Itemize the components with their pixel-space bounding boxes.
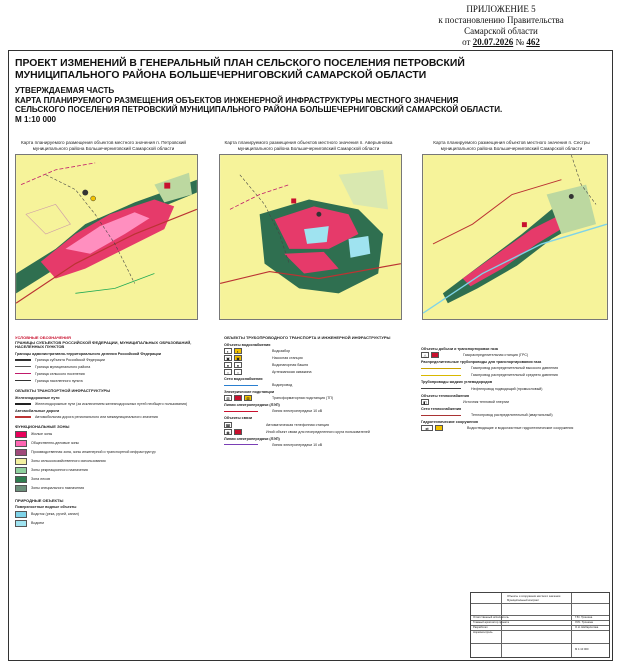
map3-title-line2: муниципального района Большечерниговский Самарской области (440, 145, 583, 151)
map-sestry (422, 154, 608, 320)
map-petrovsky-canvas (16, 155, 197, 319)
hydro-icon: ⇄ (421, 425, 433, 431)
map-title-petrovsky (11, 140, 196, 151)
legend-zone-agri-label: Зоны сельскохозяйственного использования (31, 459, 106, 464)
legend-grs-label: Газораспределительная станция (ГРС) (463, 353, 529, 358)
water-tower-plan-icon: ● (234, 362, 242, 368)
stamp-name2: Л.Ю. Трошина (575, 621, 593, 624)
legend-substation (224, 395, 404, 401)
legend-power-line-2 (224, 442, 404, 448)
substation-icon: ⊠ (224, 395, 232, 401)
legend-pipeline-heading: ОБЪЕКТЫ ТРУБОПРОВОДНОГО ТРАНСПОРТА И ИНЖЕНЕРНОЙ ИНФРАСТРУКТУРЫ (224, 335, 391, 340)
legend-waterbody (15, 519, 205, 527)
legend-zone-public (15, 440, 205, 448)
appendix-date-line (401, 37, 601, 48)
comm-plan-icon (234, 429, 242, 435)
legend-heat-sub: Объекты теплоснабжения (421, 393, 470, 398)
map-title-sestry (419, 140, 604, 151)
map2-title-line1: Карта планируемого размещения объектов местного значения п. Аверьяновка (224, 140, 393, 145)
legend-gas-high-label: Газопровод распределительный высокого давления (471, 366, 559, 371)
map-petrovsky (15, 154, 198, 320)
legend-border-locality-label: Граница населенного пункта (35, 378, 83, 383)
grs-plan-icon (431, 352, 439, 358)
pump-icon: ▣ (224, 355, 232, 361)
map1-title-line1: Карта планируемого размещения объектов местного значения п. Петровский (21, 140, 186, 145)
appendix-date: 20.07.2026 (472, 37, 514, 47)
map-averyanovka-canvas (220, 155, 401, 319)
legend-hydro-label: Водоотводящие и водоочистные гидротехнические сооружения (467, 426, 574, 431)
legend-border-subject-label: Граница субъекта Российской Федерации (35, 357, 105, 362)
stamp-row6: Нормоконтроль (473, 631, 493, 634)
legend-gas-sub: Объекты добычи и транспортировки газа (421, 347, 498, 351)
water-tower-icon: ● (224, 362, 232, 368)
appendix-line2: к постановлению Правительства (438, 15, 564, 25)
legend-road (15, 414, 205, 420)
legend-borders-heading: ГРАНИЦЫ СУБЪЕКТОВ РОССИЙСКОЙ ФЕДЕРАЦИИ, МУНИЦИПАЛЬНЫХ ОБРАЗОВАНИЙ, НАСЕЛЕННЫХ ПУНКТОВ (15, 339, 192, 350)
legend-zone-public-label: Общественно-деловые зоны (31, 441, 80, 446)
map-sheet (8, 50, 613, 661)
legend-gas-pipe-sub: Распределительные трубопроводы для транспортирования газа (421, 360, 542, 365)
well-plan-icon: ○ (234, 369, 242, 375)
legend-ats (224, 422, 404, 428)
legend-power-sub: Линии электропередачи (ЛЭП) (224, 403, 280, 408)
stamp-row4: Главный архитектор проекта (473, 621, 509, 624)
legend-column-1 (15, 336, 205, 527)
legend-pump (224, 355, 404, 361)
legend-grs (421, 352, 611, 358)
well-icon: ○ (224, 369, 232, 375)
stamp-row3: Ответственный исполнитель (473, 616, 509, 619)
legend-natural-heading: ПРИРОДНЫЕ ОБЪЕКТЫ (15, 497, 64, 503)
legend-border-settlement (15, 371, 205, 377)
appendix-block (401, 4, 601, 48)
legend-border-subject (15, 357, 205, 363)
legend-zone-residential-label: Жилые зоны (31, 432, 53, 437)
legend-borders-sub: Границы административно-территориального деления Российской Федерации (15, 351, 162, 356)
zone-swatch-recreation (15, 467, 27, 474)
stamp-name3: О.Н. Шибарлатова (575, 626, 599, 629)
grs-icon: △ (421, 352, 429, 358)
legend-substation-label: Трансформаторная подстанция (ТП) (272, 396, 334, 401)
legend-ats-label: Автоматическая телефонная станция (266, 422, 329, 427)
stamp-name1: Г.Ю. Трошина (575, 616, 593, 619)
legend-rail-label: Железнодорожные пути (за исключением железнодорожных путей необщего пользования) (35, 401, 188, 406)
legend-water-pipe (224, 382, 404, 388)
legend-zone-recreation (15, 467, 205, 475)
legend-elec-sub: Электрические подстанции (224, 390, 275, 394)
legend-tower-label: Водонапорная башня (272, 362, 309, 367)
legend-water-net-sub: Сети водоснабжения (224, 376, 263, 381)
comm-icon: ◉ (224, 429, 232, 435)
appendix-number: 462 (526, 37, 540, 47)
legend-road-label: Автомобильная дорога регионального или межмуниципального значения (35, 414, 158, 419)
legend-comm-sub: Объекты связи (224, 416, 253, 421)
legend-power-line-label: Линия электропередачи 10 кВ (272, 409, 323, 414)
legend-border-settlement-label: Граница сельского поселения (35, 371, 85, 376)
legend-heat-pipe (421, 412, 611, 418)
substation-plan-icon (234, 395, 242, 401)
approved-part: УТВЕРЖДАЕМАЯ ЧАСТЬ (15, 86, 115, 95)
legend-zone-forest-label: Зона лесов (31, 477, 50, 482)
legend-zones-heading: ФУНКЦИОНАЛЬНЫЕ ЗОНЫ (15, 423, 70, 429)
legend-zone-special-label: Зоны специального назначения (31, 486, 85, 491)
legend-water-sub: Объекты водоснабжения (224, 342, 271, 347)
map-averyanovka (219, 154, 402, 320)
map1-title-line2: муниципального района Большечерниговский Самарской области (32, 145, 175, 151)
title-line1: ПРОЕКТ ИЗМЕНЕНИЙ В ГЕНЕРАЛЬНЫЙ ПЛАН СЕЛЬСКОГО ПОСЕЛЕНИЯ ПЕТРОВСКИЙ (15, 58, 465, 69)
stamp-row2: Муниципальный контракт (507, 599, 540, 602)
zone-swatch-industrial (15, 449, 27, 456)
stamp-row1: Объекты и сооружения местного значения (507, 595, 561, 598)
legend-comm-other (224, 429, 404, 435)
legend-oil (421, 386, 611, 392)
legend-power-line-2-label: Линия электропередачи 10 кВ (272, 442, 323, 447)
legend-border-locality (15, 378, 205, 384)
legend-zone-special (15, 485, 205, 493)
heat-source-icon: ◧ (421, 399, 429, 405)
legend-gas-mid (421, 372, 611, 378)
legend-gas-mid-label: Газопровод распределительный среднего давления (471, 373, 558, 378)
legend-transport-heading: ОБЪЕКТЫ ТРАНСПОРТНОЙ ИНФРАСТРУКТУРЫ (15, 387, 111, 393)
legend-road-sub: Автомобильные дороги (15, 408, 60, 413)
water-swatch-waterbody (15, 520, 27, 527)
zone-swatch-forest (15, 476, 27, 483)
legend-zone-industrial (15, 449, 205, 457)
legend-natural-sub: Поверхностные водные объекты (15, 505, 77, 510)
legend-watercourse-label: Водоток (река, ручей, канал) (31, 512, 79, 517)
map-sestry-canvas (423, 155, 607, 319)
legend-heat-pipe-label: Теплопровод распределительный (квартальный) (471, 412, 553, 417)
appendix-from-label: от (462, 37, 471, 47)
appendix-line1: ПРИЛОЖЕНИЕ 5 (466, 4, 536, 14)
sheet-title (15, 58, 465, 82)
map2-title-line2: муниципального района Большечерниговский Самарской области (237, 145, 380, 151)
hydro-plan-icon (435, 425, 443, 431)
legend-zone-agri (15, 458, 205, 466)
water-intake-icon: ◐ (224, 348, 232, 354)
legend-border-district (15, 364, 205, 370)
legend-oil-sub: Трубопроводы жидких углеводородов (421, 380, 493, 385)
sheet-subtitle (15, 86, 502, 124)
stamp-row5: Разработал (473, 626, 488, 629)
appendix-number-label: № (515, 37, 525, 47)
ats-icon: ☎ (225, 422, 231, 428)
legend-oil-label: Нефтепровод подводящий (промысловый) (471, 386, 543, 391)
scale-label: М 1:10 000 (15, 114, 56, 124)
appendix-line3: Самарской области (464, 26, 538, 36)
legend-comm-other-label: Иной объект связи для неопределенного круга пользователей (266, 429, 370, 434)
legend-heat-source-label: Источник тепловой энергии (463, 399, 510, 404)
zone-swatch-agri (15, 458, 27, 465)
legend-heat-net-sub: Сети теплоснабжения (421, 406, 462, 411)
legend-zone-forest (15, 476, 205, 484)
map-title-line2: СЕЛЬСКОГО ПОСЕЛЕНИЯ ПЕТРОВСКИЙ МУНИЦИПАЛЬНОГО РАЙОНА БОЛЬШЕЧЕРНИГОВСКИЙ САМАРСКОЙ ОБЛАСТИ. (15, 105, 503, 115)
legend-well-label: Артезианская скважина (272, 369, 312, 374)
legend-well (224, 369, 404, 375)
title-block-stamp (470, 592, 610, 658)
legend-power-line (224, 408, 404, 414)
legend-heat-source (421, 399, 611, 405)
substation-recon-icon: ⊠ (244, 395, 252, 401)
legend-border-district-label: Граница муниципального района (35, 364, 91, 369)
stamp-scale: М 1:10 000 (575, 648, 589, 651)
map3-title-line1: Карта планируемого размещения объектов местного значения п. Сестры (433, 140, 590, 145)
legend-column-2 (224, 336, 404, 448)
legend-gas-high (421, 365, 611, 371)
legend-hydro-sub: Гидротехнические сооружения (421, 420, 478, 425)
title-line2: МУНИЦИПАЛЬНОГО РАЙОНА БОЛЬШЕЧЕРНИГОВСКИЙ САМАРСКОЙ ОБЛАСТИ (15, 70, 427, 81)
legend-rail-sub: Железнодорожные пути (15, 395, 60, 400)
legend-column-3 (421, 345, 611, 431)
legend-heading: УСЛОВНЫЕ ОБОЗНАЧЕНИЯ (15, 335, 71, 340)
legend-waterbody-label: Водоем (31, 521, 44, 526)
legend-water-intake (224, 348, 404, 354)
legend-pump-label: Насосная станция (272, 355, 303, 360)
legend-hydro (421, 425, 611, 431)
legend-zone-residential (15, 431, 205, 439)
zone-swatch-special (15, 485, 27, 492)
legend-water-pipe-label: Водопровод (272, 382, 293, 387)
legend-power2-sub: Линии электропередачи (ЛЭП) (224, 436, 280, 441)
legend-zone-industrial-label: Производственная зона, зоны инженерной и транспортной инфраструктур (31, 450, 156, 455)
legend-water-intake-label: Водозабор (272, 348, 291, 353)
legend-zone-recreation-label: Зоны рекреационного назначения (31, 468, 88, 473)
legend-watercourse (15, 510, 205, 518)
legend-rail (15, 401, 205, 407)
legend-tower (224, 362, 404, 368)
pump-plan-icon: ▣ (234, 355, 242, 361)
zone-swatch-public (15, 440, 27, 447)
map-title-averyanovka (216, 140, 401, 151)
water-swatch-watercourse (15, 511, 27, 518)
water-intake-plan-icon: ◐ (234, 348, 242, 354)
zone-swatch-residential (15, 431, 27, 438)
map-title-line1: КАРТА ПЛАНИРУЕМОГО РАЗМЕЩЕНИЯ ОБЪЕКТОВ ИНЖЕНЕРНОЙ ИНФРАСТРУКТУРЫ МЕСТНОГО ЗНАЧЕНИЯ (15, 95, 459, 105)
